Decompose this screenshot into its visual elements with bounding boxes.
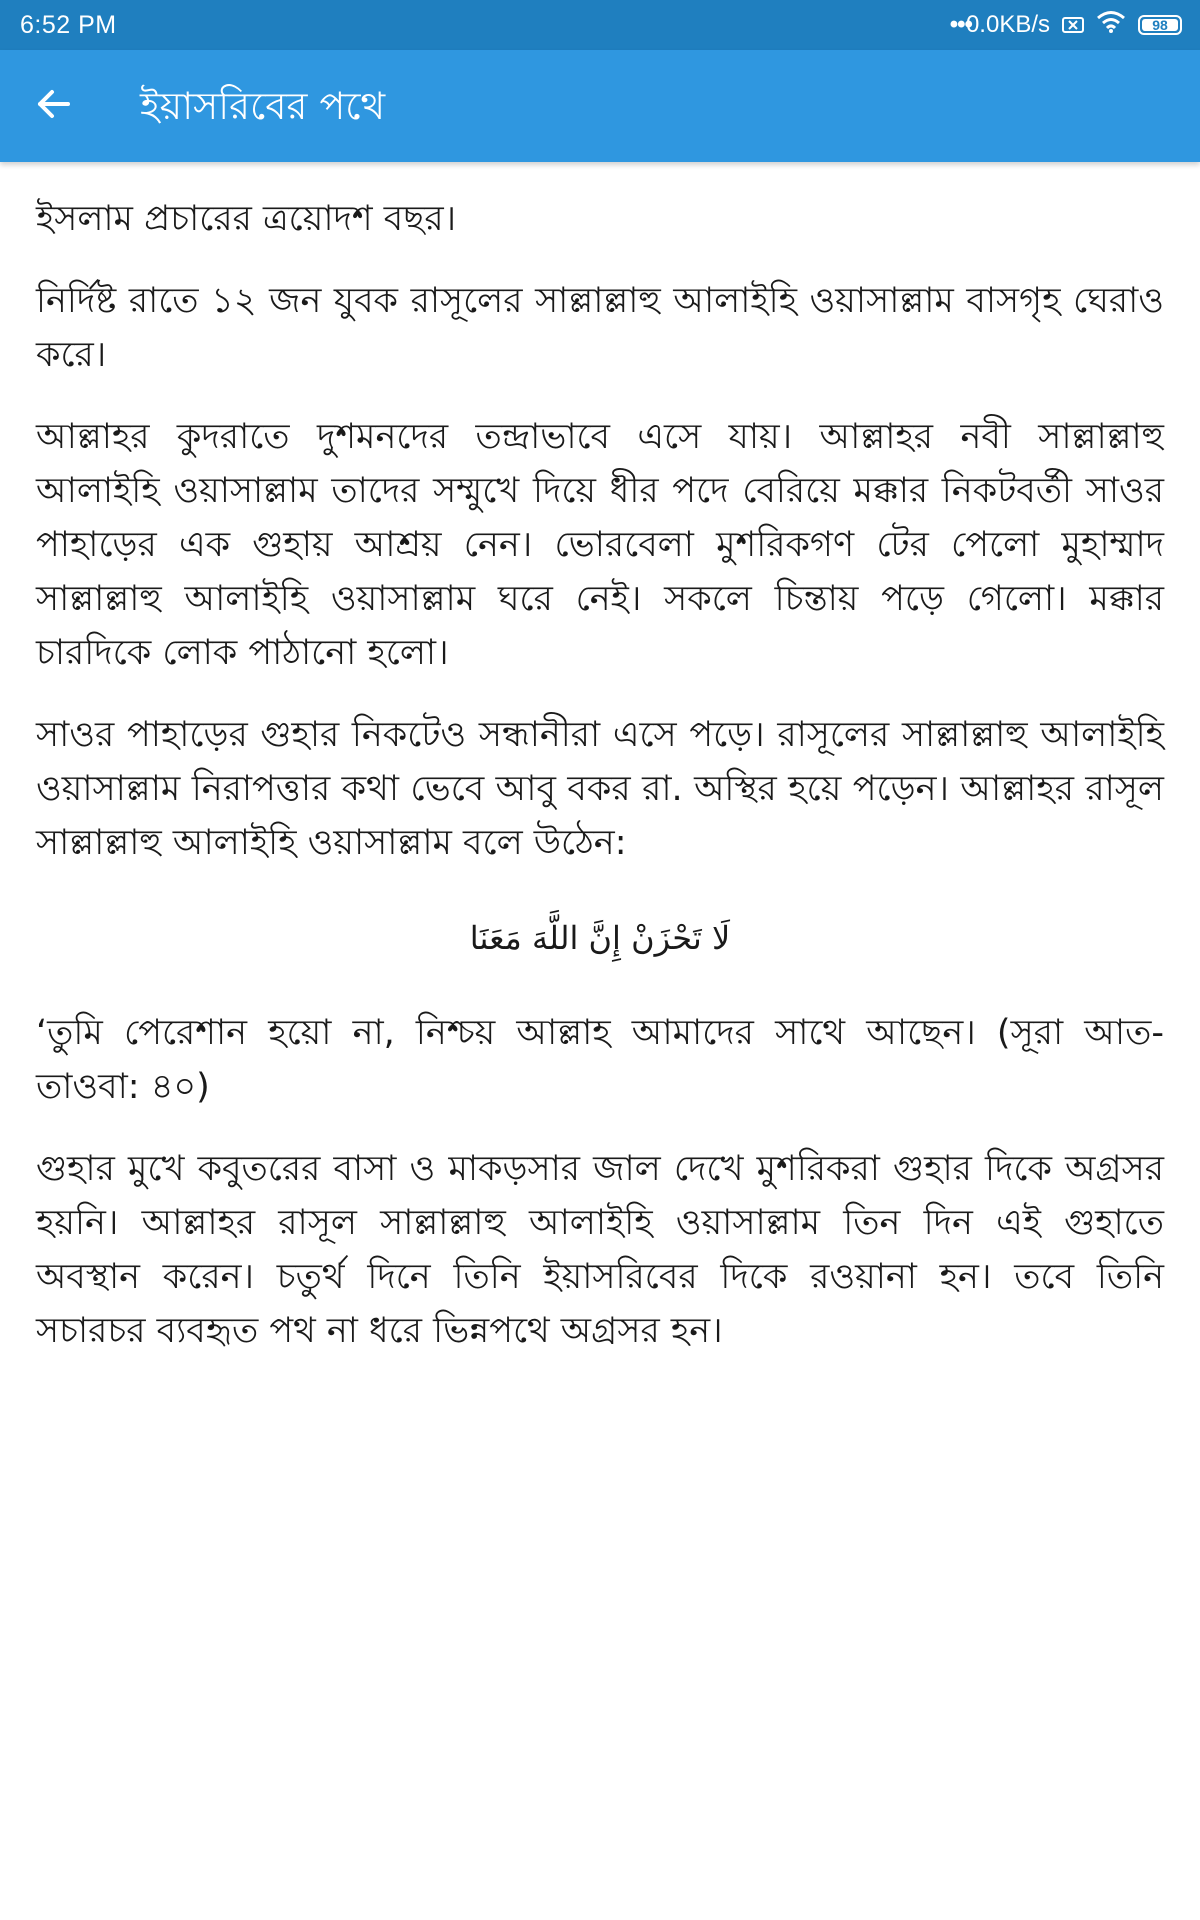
- status-bar: [0, 0, 1200, 50]
- network-speed-value: 0.0KB/s: [965, 11, 1050, 38]
- network-activity-dots: •••: [949, 11, 972, 38]
- battery-level: 98: [1152, 17, 1168, 33]
- app-bar: [0, 50, 1200, 162]
- arrow-left-icon: [34, 84, 74, 128]
- article-paragraph: নির্দিষ্ট রাতে ১২ জন যুবক রাসূলের সাল্লাল্লাহু আলাইহি ওয়াসাল্লাম বাসগৃহ ঘেরাও করে।: [36, 281, 1164, 375]
- status-icons: [950, 8, 1182, 42]
- page-title: ইয়াসরিবের পথে: [140, 84, 386, 128]
- article-paragraph: সাওর পাহাড়ের গুহার নিকটেও সন্ধানীরা এসে পড়ে। রাসূলের সাল্লাল্লাহু আলাইহি ওয়াসাল্লাম নিরাপত্তার কথা ভেবে আবু বকর রা. অস্থির হয়ে পড়েন। আল্লাহর রাসূল সাল্লাল্লাহু আলাইহি ওয়াসাল্লাম বলে উঠেন:: [36, 715, 1164, 863]
- status-time: 6:52 PM: [20, 11, 117, 39]
- sim-off-icon: [1062, 17, 1084, 33]
- article-paragraph: ‘তুমি পেরেশান হয়ো না, নিশ্চয় আল্লাহ আমাদের সাথে আছেন। (সূরা আত-তাওবা: ৪০): [36, 1013, 1164, 1107]
- article-content: [36, 192, 1164, 1386]
- article-paragraph: ইসলাম প্রচারের ত্রয়োদশ বছর।: [36, 199, 457, 239]
- back-button[interactable]: [26, 78, 82, 134]
- network-speed: [950, 11, 1050, 39]
- arabic-verse: لَا تَحْزَنْ إِنَّ اللَّهَ مَعَنَا: [469, 919, 731, 957]
- article-paragraph: আল্লাহর কুদরাতে দুশমনদের তন্দ্রাভাবে এসে যায়। আল্লাহর নবী সাল্লাল্লাহু আলাইহি ওয়াসাল্লাম তাদের সম্মুখে দিয়ে ধীর পদে বেরিয়ে মক্কার নিকটবর্তী সাওর পাহাড়ের এক গুহায় আশ্রয় নেন। ভোরবেলা মুশরিকগণ টের পেলো মুহাম্মাদ সাল্লাল্লাহু আলাইহি ওয়াসাল্লাম ঘরে নেই। সকলে চিন্তায় পড়ে গেলো। মক্কার চারদিকে লোক পাঠানো হলো।: [36, 417, 1164, 673]
- battery-icon: [1138, 15, 1182, 35]
- wifi-icon: [1096, 10, 1126, 41]
- article-paragraph: গুহার মুখে কবুতরের বাসা ও মাকড়সার জাল দেখে মুশরিকরা গুহার দিকে অগ্রসর হয়নি। আল্লাহর রাসূল সাল্লাল্লাহু আলাইহি ওয়াসাল্লাম তিন দিন এই গুহাতে অবস্থান করেন। চতুর্থ দিনে তিনি ইয়াসরিবের দিকে রওয়ানা হন। তবে তিনি সচারচর ব্যবহৃত পথ না ধরে ভিন্নপথে অগ্রসর হন।: [36, 1149, 1164, 1351]
